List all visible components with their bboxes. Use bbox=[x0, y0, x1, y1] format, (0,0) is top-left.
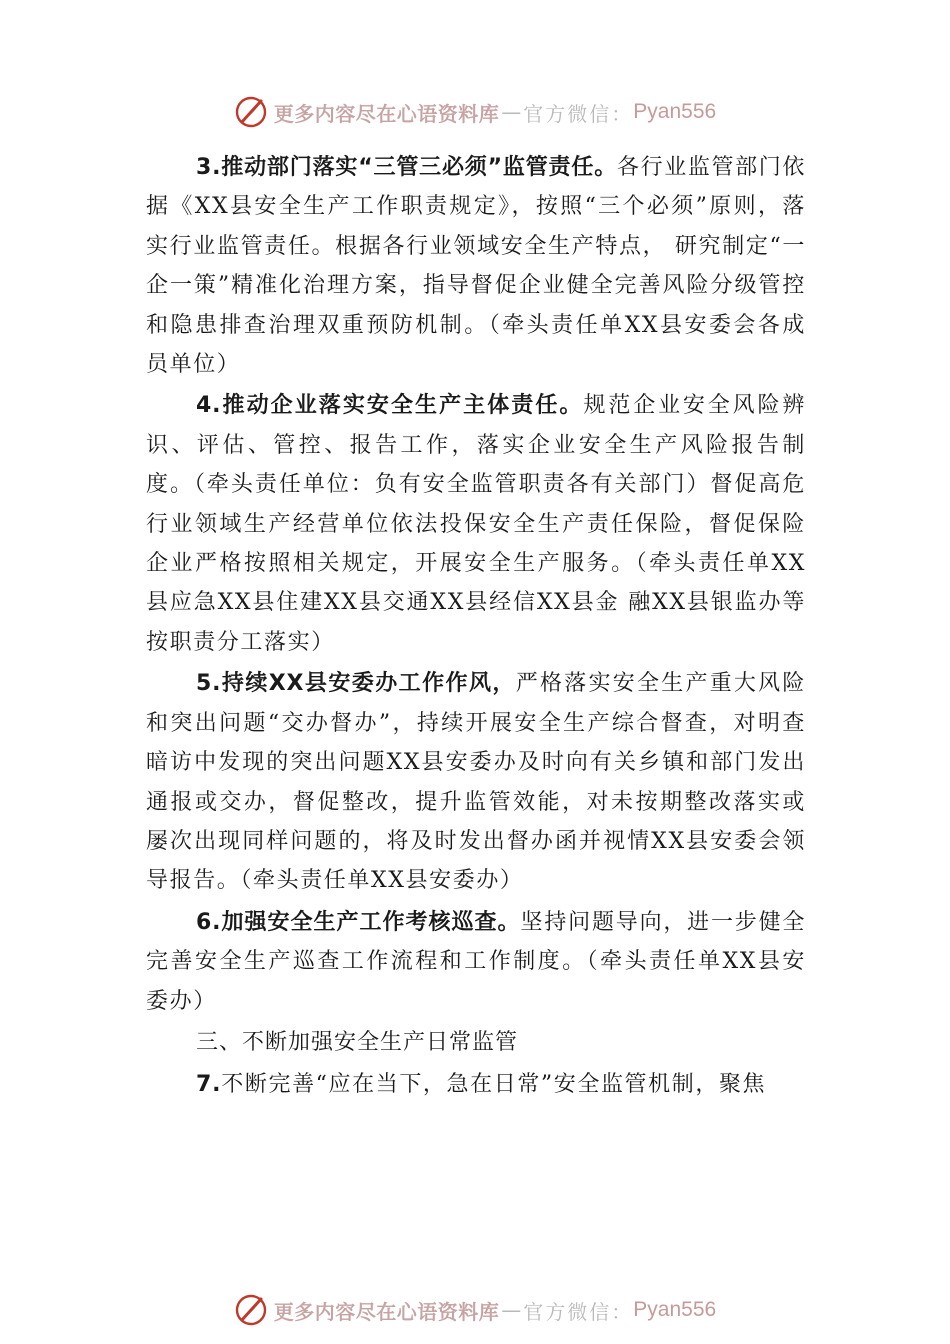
watermark-dash: — bbox=[501, 100, 522, 124]
paragraph-text: 各行业监管部门依据《XX县安全生产工作职责规定》，按照“三个必须”原则，落实行业监管责任。根据各行业领域安全生产特点， 研究制定“一企一策”精准化治理方案，指导督促企业健全完善风险分级管控和隐患排查治理双重预防机制。（牵头责任单XX县安委会各成员单位） bbox=[146, 155, 806, 378]
watermark-wechat-label: 官方微信： bbox=[523, 1299, 634, 1324]
paragraph-text: 不断完善“应在当下，急在日常”安全监管机制，聚焦 bbox=[221, 1071, 767, 1097]
paragraph-lead: 6.加强安全生产工作考核巡查。 bbox=[196, 909, 521, 935]
paragraph-3 bbox=[146, 148, 806, 384]
watermark-wechat-label: 官方微信： bbox=[523, 101, 634, 126]
paragraph-text: 严格落实安全生产重大风险和突出问题“交办督办”，持续开展安全生产综合督查，对明查暗访中发现的突出问题XX县安委办及时向有关乡镇和部门发出通报或交办，督促整改，提升监管效能，对未按期整改落实或屡次出现同样问题的，将及时发出督办函并视情XX县安委会领导报告。（牵头责任单XX县安委办） bbox=[146, 671, 806, 894]
watermark-banner-top bbox=[0, 92, 950, 132]
paragraph-lead: 7. bbox=[196, 1071, 222, 1097]
paragraph-text: 规范企业安全风险辨识、评估、管控、报告工作，落实企业安全生产风险报告制度。（牵头责任单位：负有安全监管职责各有关部门）督促高危行业领域生产经营单位依法投保安全生产责任保险，督促保险企业严格按照相关规定，开展安全生产服务。（牵头责任单XX县应急XX县住建XX县交通XX县经信XX县金 融XX县银监办等按职责分工落实） bbox=[146, 393, 806, 655]
paragraph-lead: 5.持续XX县安委办工作作风， bbox=[196, 671, 516, 697]
paragraph-lead: 4.推动企业落实安全生产主体责任。 bbox=[196, 393, 584, 419]
document-body bbox=[146, 148, 806, 1106]
section-heading: 三、不断加强安全生产日常监管 bbox=[196, 1029, 519, 1055]
paragraph-5 bbox=[146, 664, 806, 900]
paragraph-4 bbox=[146, 386, 806, 662]
paragraph-6 bbox=[146, 903, 806, 1021]
quill-logo-icon bbox=[234, 1293, 268, 1327]
watermark-wechat-id: Pyan556 bbox=[633, 1298, 717, 1321]
paragraph-text: 坚持问题导向，进一步健全完善安全生产巡查工作流程和工作制度。（牵头责任单XX县安委办） bbox=[146, 909, 807, 1014]
quill-logo-icon bbox=[234, 95, 268, 129]
paragraph-lead: 3.推动部门落实“三管三必须”监管责任。 bbox=[196, 155, 618, 180]
watermark-banner-bottom bbox=[0, 1290, 950, 1330]
paragraph-7 bbox=[146, 1065, 806, 1104]
watermark-brand: 更多内容尽在心语资料库 bbox=[273, 1299, 500, 1324]
watermark-dash: — bbox=[501, 1298, 522, 1322]
watermark-brand: 更多内容尽在心语资料库 bbox=[273, 101, 500, 126]
watermark-wechat-id: Pyan556 bbox=[633, 100, 717, 123]
